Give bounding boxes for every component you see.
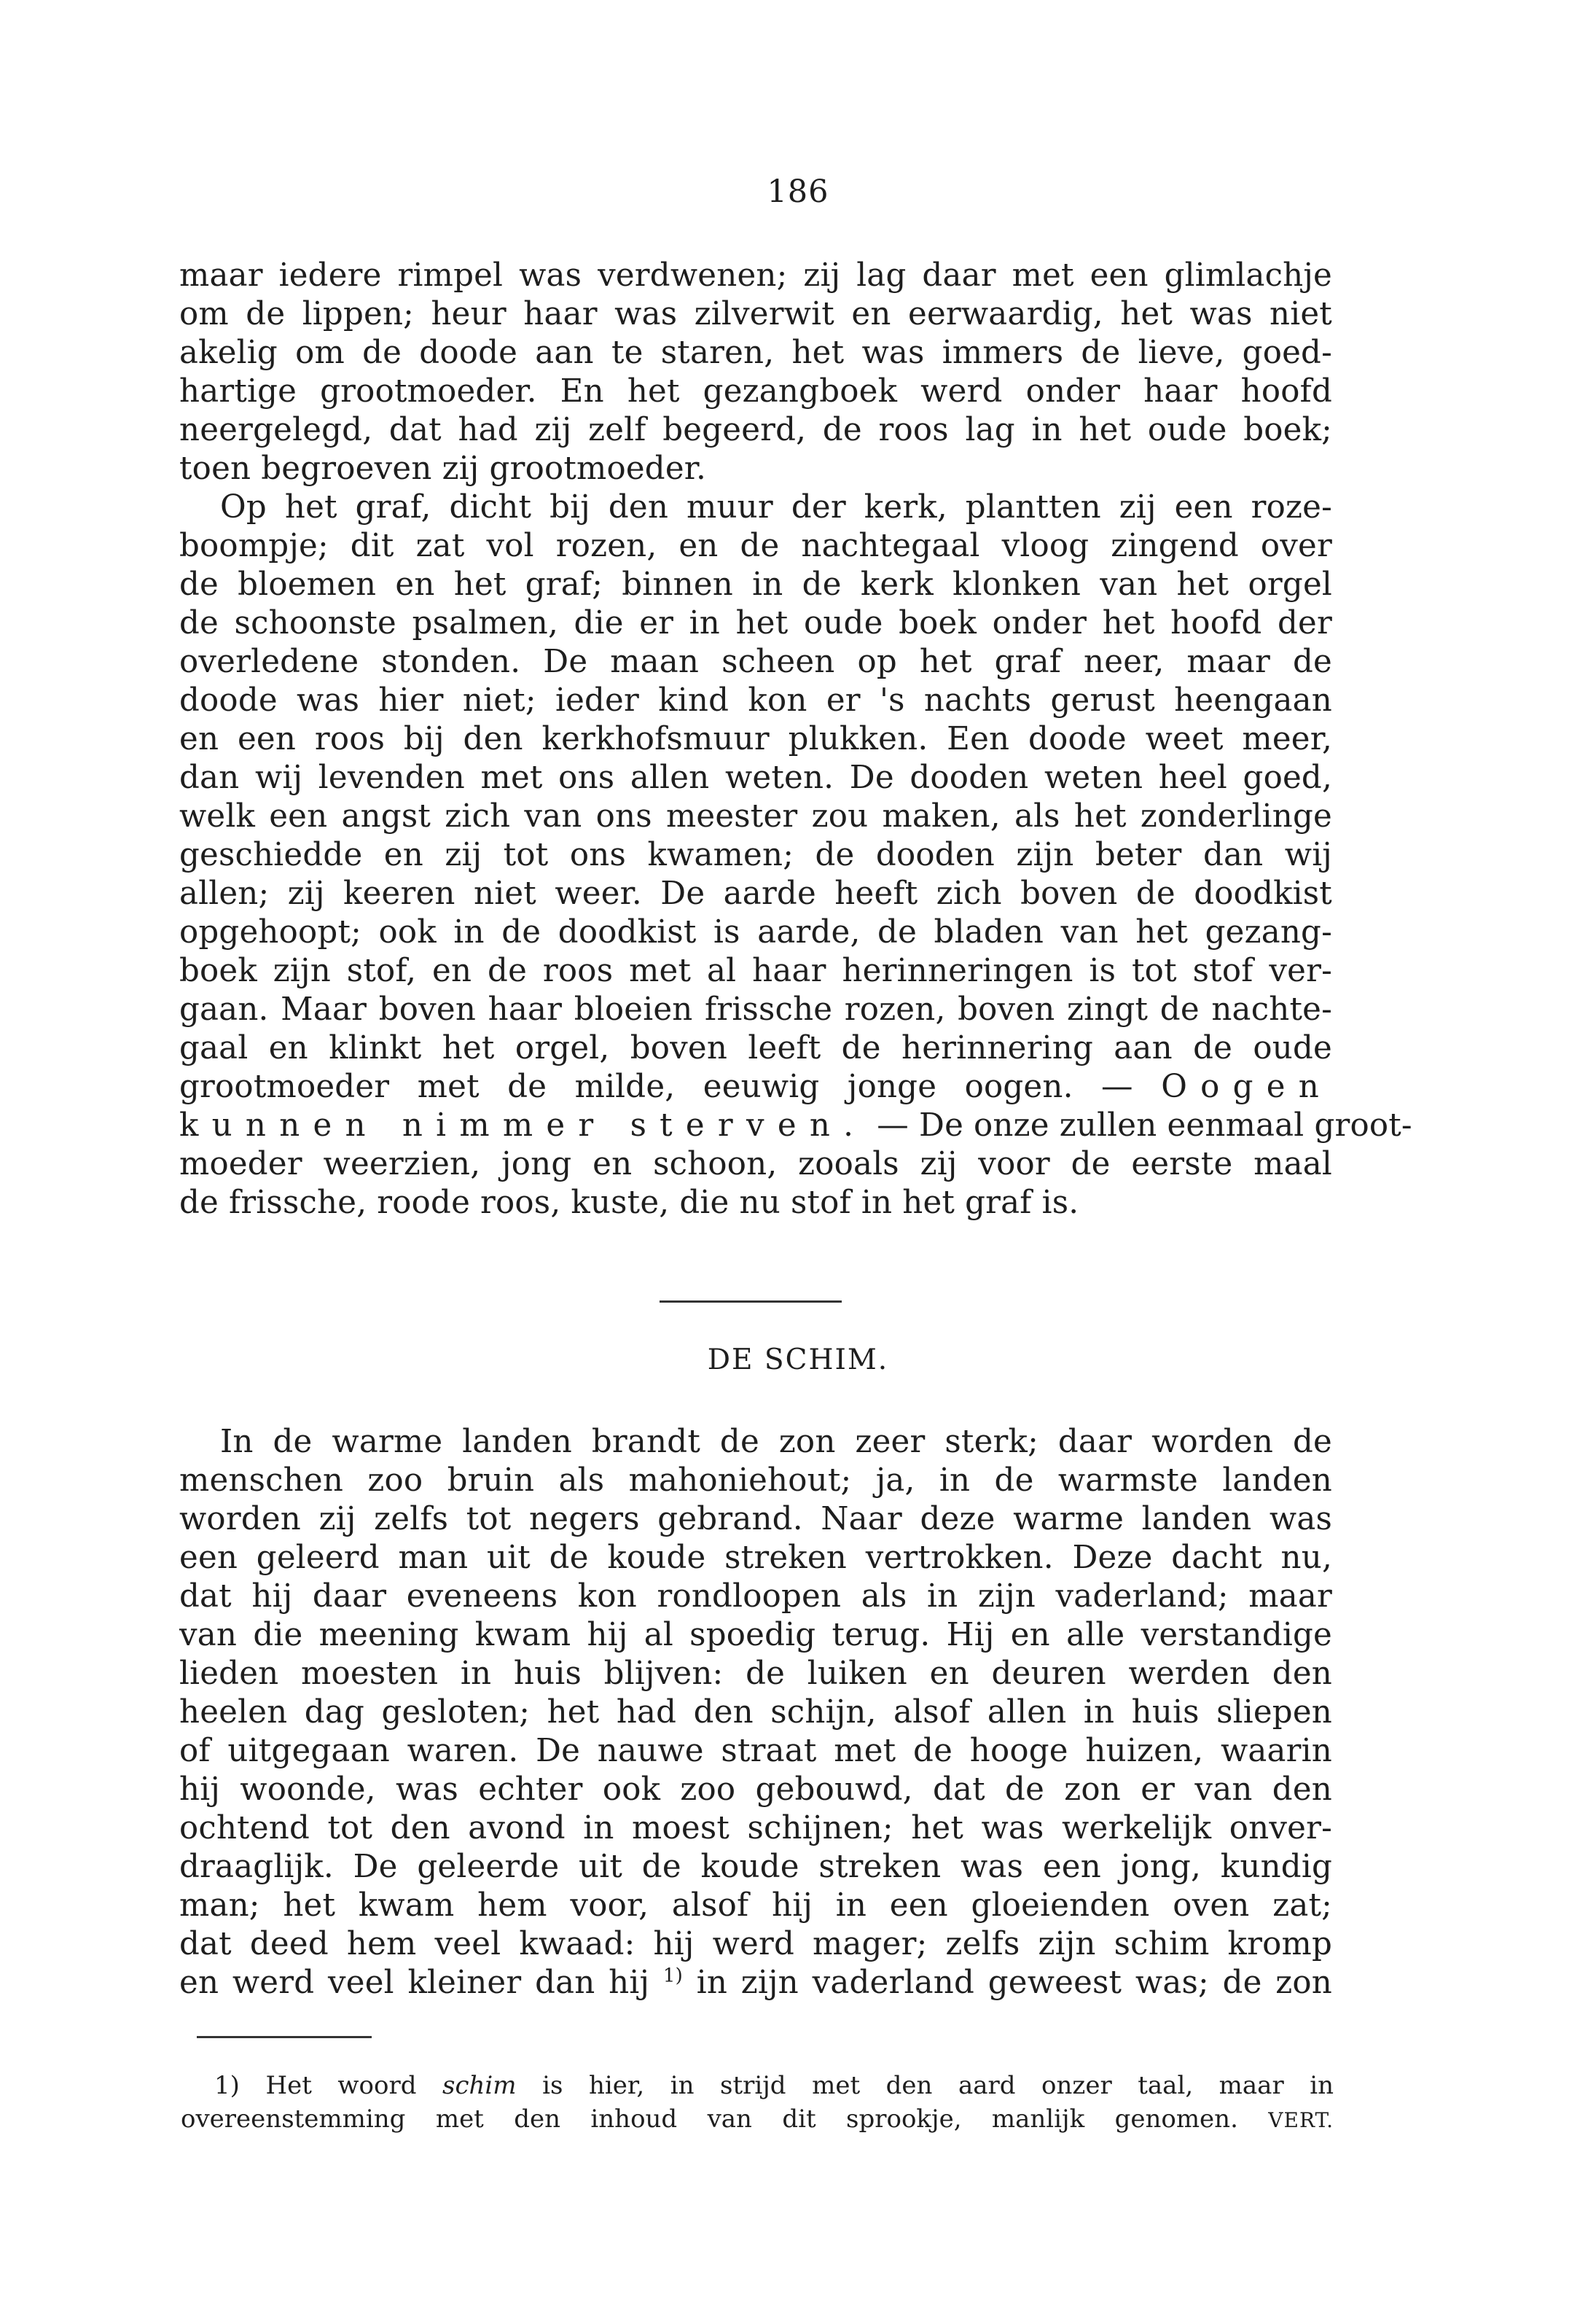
section-divider (660, 1300, 842, 1303)
footnote-signature: VERT. (1268, 2108, 1334, 2132)
continued-story-text (179, 257, 1412, 1222)
text-line: menschen zoo bruin als mahoniehout; ja, in de warmste landen (179, 1462, 1332, 1499)
new-story-text (179, 1423, 1332, 2002)
text-line: de schoonste psalmen, die er in het oude boek onder het hoofd der (179, 605, 1332, 641)
section-title: DE SCHIM. (707, 1343, 889, 1376)
page-number: 186 (767, 173, 829, 210)
text-line: In de warme landen brandt de zon zeer sterk; daar worden de (220, 1424, 1332, 1460)
footnote-divider (197, 2036, 372, 2038)
text-line: geschiedde en zij tot ons kwamen; de dooden zijn beter dan wij (179, 837, 1332, 873)
text-line: de frissche, roode roos, kuste, die nu stof in het graf is. (179, 1185, 1079, 1221)
text-line: dat deed hem veel kwaad: hij werd mager; zelfs zijn schim kromp (179, 1926, 1332, 1962)
text-line-segment: en werd veel kleiner dan hij (179, 1965, 650, 2001)
text-line: opgehoopt; ook in de doodkist is aarde, de bladen van het gezang- (179, 914, 1332, 951)
footnote-reference[interactable]: 1) (662, 1965, 683, 1987)
text-line: toen begroeven zij grootmoeder. (179, 450, 707, 487)
footnote-text: is hier, in strijd met den aard onzer taal, maar in (542, 2071, 1334, 2100)
text-line: een geleerd man uit de koude streken vertrokken. Deze dacht nu, (179, 1540, 1332, 1576)
text-line: dat hij daar eveneens kon rondloopen als in zijn vaderland; maar (179, 1578, 1332, 1615)
text-line: moeder weerzien, jong en schoon, zooals zij voor de eerste maal (179, 1146, 1332, 1182)
text-line-segment: grootmoeder met de milde, eeuwig jonge oogen. — (179, 1069, 1133, 1105)
text-line: allen; zij keeren niet weer. De aarde heeft zich boven de doodkist (179, 875, 1332, 912)
text-line: de bloemen en het graf; binnen in de kerk klonken van het orgel (179, 566, 1332, 603)
text-line: akelig om de doode aan te staren, het was immers de lieve, goed- (179, 335, 1332, 371)
text-line (179, 1964, 1332, 2002)
footnote-marker: 1) (214, 2071, 240, 2100)
footnote (181, 2069, 1334, 2136)
footnote-line (181, 2102, 1334, 2136)
text-line: overledene stonden. De maan scheen op het graf neer, maar de (179, 644, 1332, 680)
footnote-italic-term: schim (442, 2071, 517, 2100)
text-line: Op het graf, dicht bij den muur der kerk, plantten zij een roze- (220, 489, 1332, 526)
text-line-segment: in zijn vaderland geweest was; de zon (696, 1965, 1333, 2001)
text-line: hij woonde, was echter ook zoo gebouwd, dat de zon er van den (179, 1771, 1332, 1808)
text-line: gaal en klinkt het orgel, boven leeft de herinnering aan de oude (179, 1030, 1332, 1066)
text-line: ochtend tot den avond in moest schijnen; het was werkelijk onver- (179, 1810, 1332, 1846)
text-line: welk een angst zich van ons meester zou maken, als het zonderlinge (179, 798, 1332, 835)
text-line: man; het kwam hem voor, alsof hij in een gloeienden oven zat; (179, 1887, 1332, 1924)
text-line: boompje; dit zat vol rozen, en de nachtegaal vloog zingend over (179, 528, 1332, 564)
text-line: draaglijk. De geleerde uit de koude streken was een jong, kundig (179, 1849, 1332, 1885)
text-line: doode was hier niet; ieder kind kon er 's nachts gerust heengaan (179, 682, 1332, 719)
text-line: gaan. Maar boven haar bloeien frissche rozen, boven zingt de nachte- (179, 991, 1332, 1028)
text-line (179, 1068, 1332, 1107)
text-line (179, 1107, 1412, 1145)
text-line: van die meening kwam hij al spoedig terug. Hij en alle verstandige (179, 1617, 1332, 1653)
text-line: neergelegd, dat had zij zelf begeerd, de roos lag in het oude boek; (179, 412, 1332, 448)
footnote-text: Het woord (265, 2071, 417, 2100)
text-line: om de lippen; heur haar was zilverwit en eerwaardig, het was niet (179, 296, 1332, 332)
text-line: worden zij zelfs tot negers gebrand. Naar deze warme landen was (179, 1501, 1332, 1537)
text-line: of uitgegaan waren. De nauwe straat met de hooge huizen, waarin (179, 1733, 1332, 1769)
spaced-emphasis-text: Oogen (1161, 1069, 1332, 1105)
text-line: dan wij levenden met ons allen weten. De dooden weten heel goed, (179, 760, 1332, 796)
text-line-segment: — De onze zullen eenmaal groot- (877, 1107, 1412, 1144)
text-line: lieden moesten in huis blijven: de luiken en deuren werden den (179, 1655, 1332, 1692)
spaced-emphasis-text: kunnen nimmer sterven. (179, 1107, 867, 1144)
text-line: heelen dag gesloten; het had den schijn, alsof allen in huis sliepen (179, 1694, 1332, 1731)
text-line: hartige grootmoeder. En het gezangboek werd onder haar hoofd (179, 373, 1332, 410)
footnote-line (181, 2069, 1334, 2102)
text-line: en een roos bij den kerkhofsmuur plukken. Een doode weet meer, (179, 721, 1332, 757)
footnote-text: overeenstemming met den inhoud van dit sprookje, manlijk genomen. (181, 2105, 1238, 2134)
text-line: boek zijn stof, en de roos met al haar herinneringen is tot stof ver- (179, 953, 1332, 989)
text-line: maar iedere rimpel was verdwenen; zij lag daar met een glimlachje (179, 257, 1332, 294)
